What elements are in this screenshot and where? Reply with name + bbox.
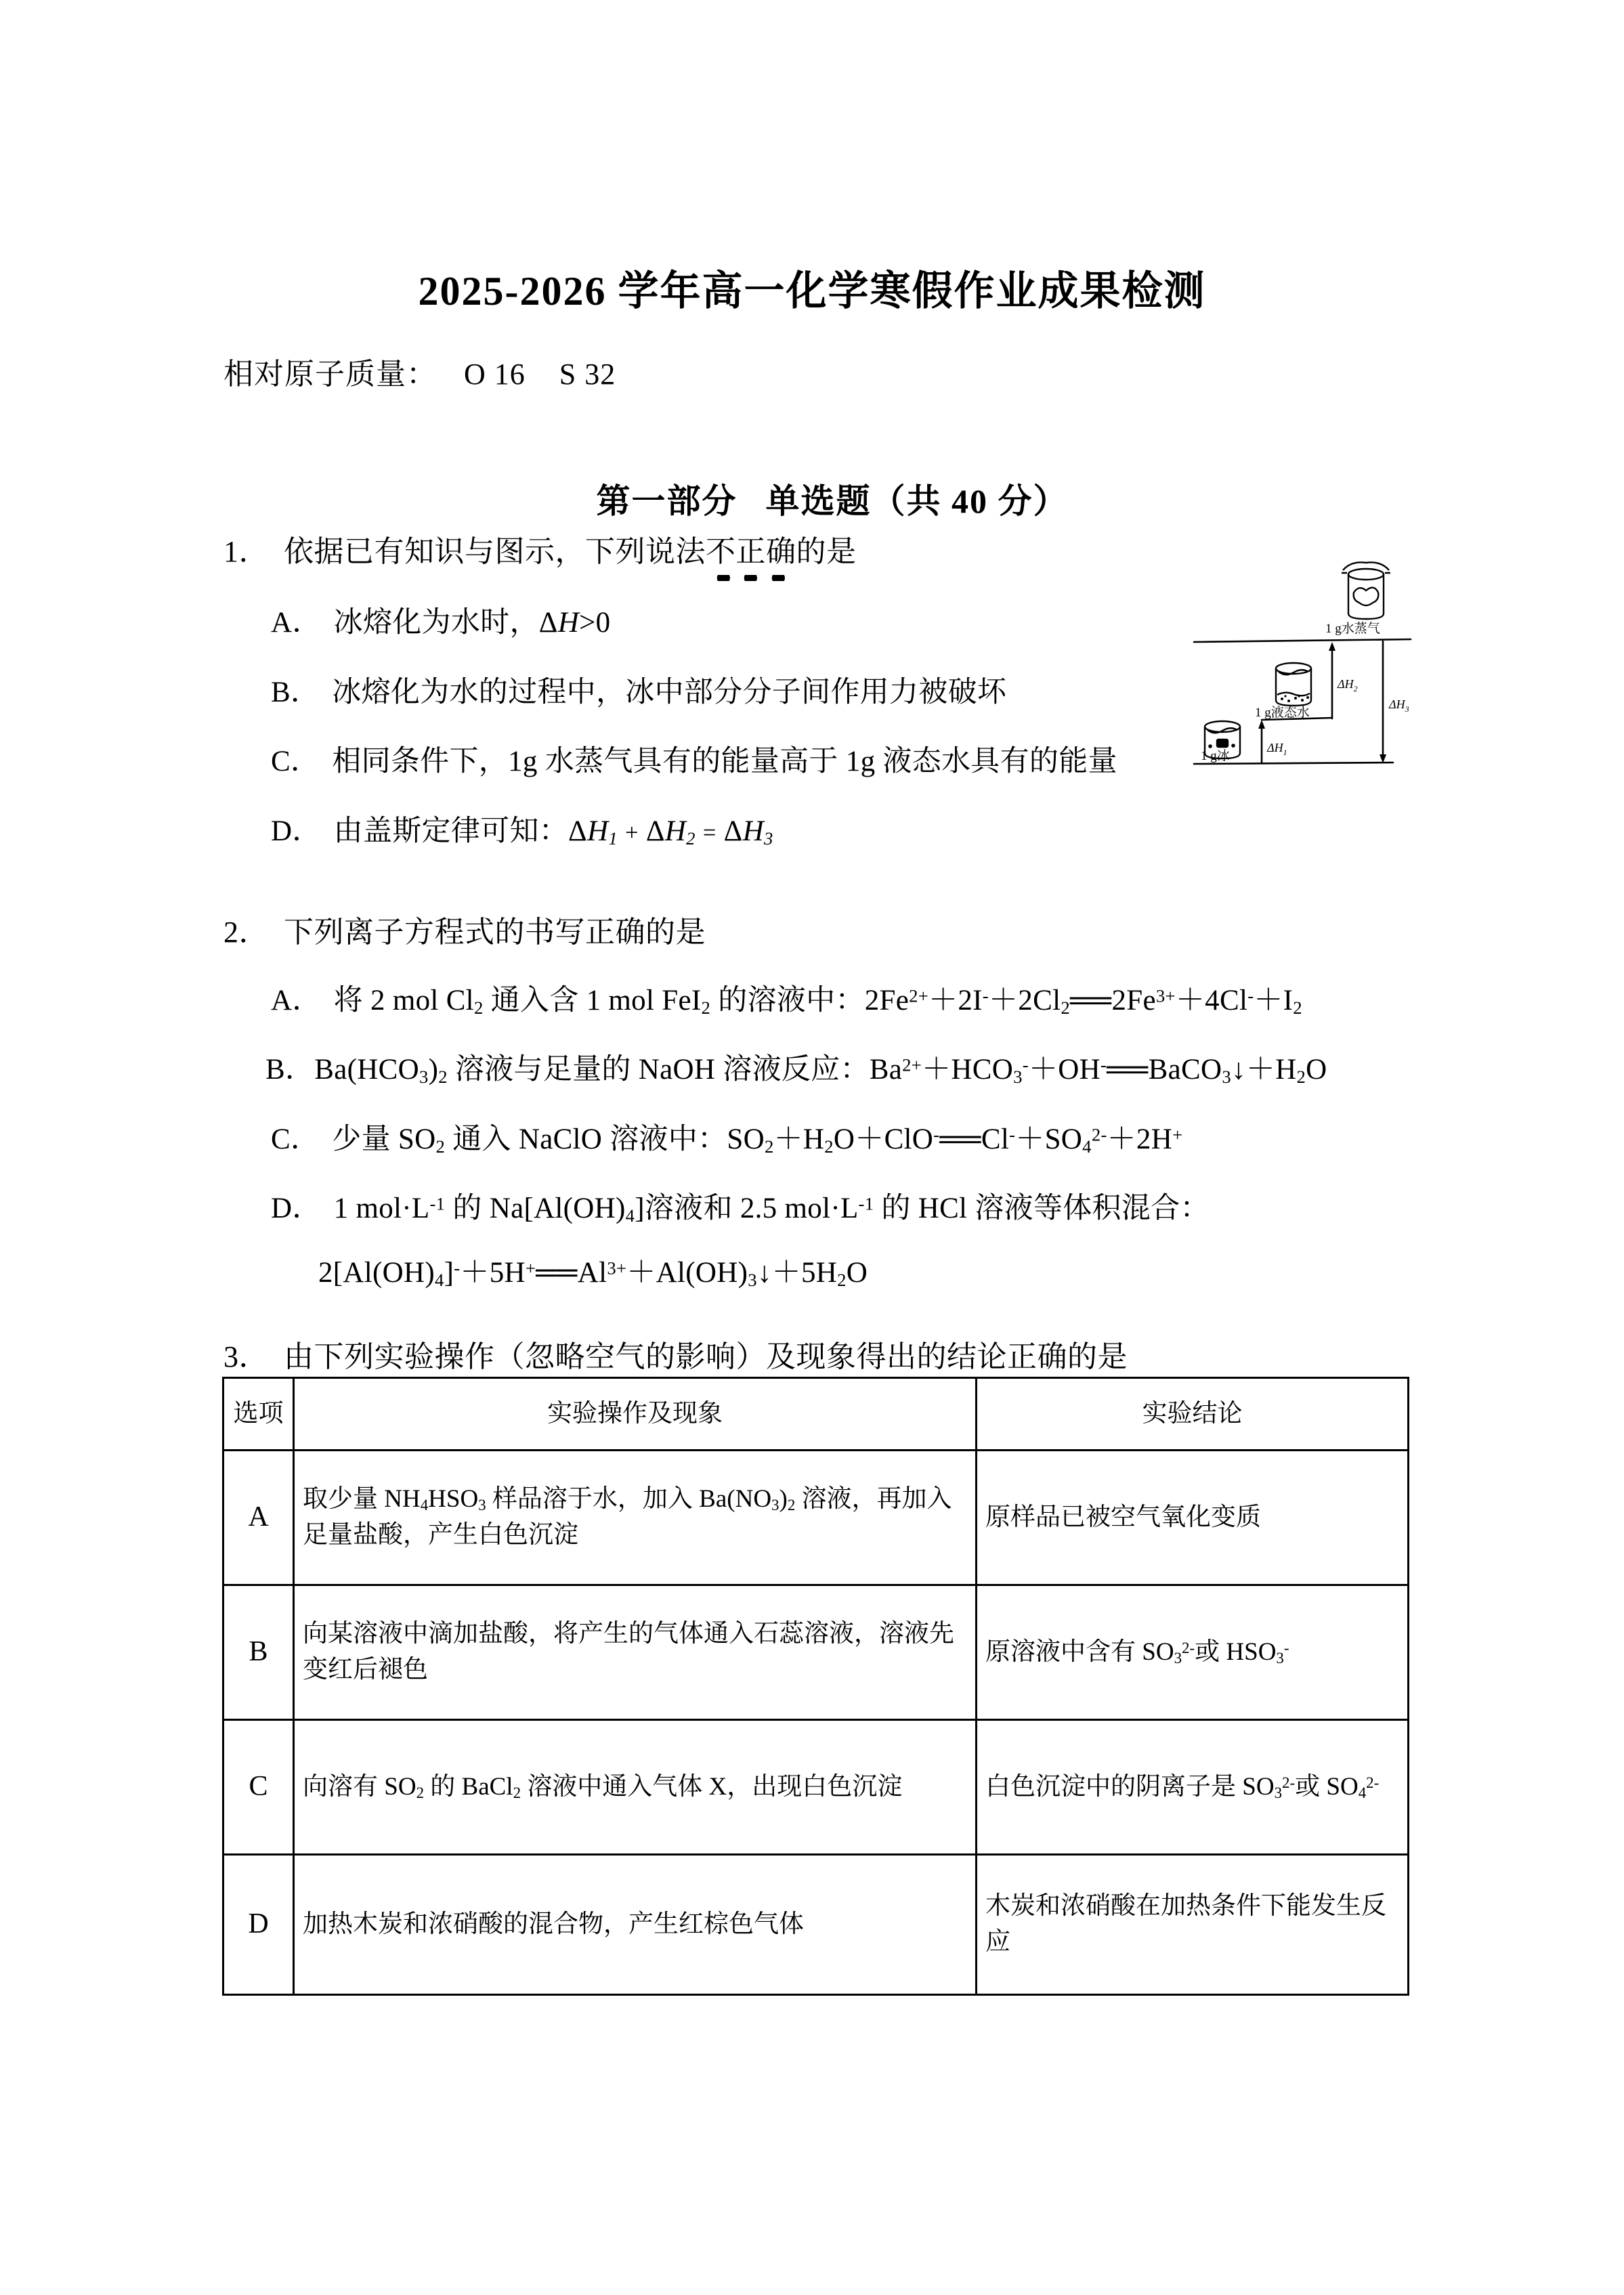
table-row[interactable] xyxy=(223,1451,1409,1585)
atomic-mass-line xyxy=(223,349,616,393)
question-2-option-d[interactable]: D． 1 $mol\cdot L^{-1}$ 的 $Na[Al(OH)_4]$溶液和 2.5 $mol\cdot L^{-1}$ 的 HCl 溶液等体积混合： xyxy=(271,1193,1210,1226)
part-one-label: 第一部分 xyxy=(596,482,738,520)
atomic-mass-oxygen: O 16 xyxy=(464,358,526,391)
option-a-label: A． xyxy=(271,985,322,1016)
page-title: 2025-2026 学年高一化学寒假作业成果检测 xyxy=(418,269,1206,314)
label-ice: 1 g冰 xyxy=(1201,749,1230,763)
question-3-number: 3． xyxy=(223,1340,269,1373)
option-b-label: B． xyxy=(271,677,320,708)
option-c-label: C． xyxy=(271,1123,320,1155)
question-1-option-c[interactable]: C． 相同条件下，1g 水蒸气具有的能量高于 1g 液态水具有的能量 xyxy=(271,746,1117,777)
question-3-stem-text: 由下列实验操作（忽略空气的影响）及现象得出的结论正确的是 xyxy=(284,1340,1128,1373)
row-observation: 取少量 $NH_4HSO_3$ 样品溶于水，加入 $Ba(NO_3)_2$ 溶液，再加入足量盐酸，产生白色沉淀 xyxy=(294,1451,977,1585)
table-row[interactable] xyxy=(223,1855,1409,1995)
row-conclusion: 白色沉淀中的阴离子是 $SO_3^{2-}$或 $SO_4^{2-}$ xyxy=(977,1720,1409,1855)
row-option-label: D xyxy=(223,1855,294,1995)
label-dh1: $\Delta H_1$ xyxy=(1267,741,1287,757)
question-1-stem-after: 的是 xyxy=(796,535,857,568)
table-header-row xyxy=(223,1378,1409,1451)
question-3-stem xyxy=(223,1332,1128,1375)
row-observation: 向某溶液中滴加盐酸，将产生的气体通入石蕊溶液，溶液先变红后褪色 xyxy=(294,1585,977,1720)
option-d-label: D． xyxy=(271,815,322,847)
question-2-option-b[interactable]: B．$Ba(HCO_3)_2$ 溶液与足量的 NaOH 溶液反应：$Ba^{2+}+HCO_3^-+OH^-══BaCO_3↓+H_2O$ xyxy=(265,1054,1327,1087)
option-a-label: A． xyxy=(271,607,322,639)
experiment-table xyxy=(222,1377,1409,1996)
question-2-stem-text: 下列离子方程式的书写正确的是 xyxy=(284,916,706,949)
energy-level-diagram-figure xyxy=(1182,555,1453,779)
question-1-option-b[interactable]: B． 冰熔化为水的过程中，冰中部分分子间作用力被破坏 xyxy=(271,677,1007,708)
label-vapor: 1 g水蒸气 xyxy=(1325,622,1380,636)
question-1-stem-before: 依据已有知识与图示，下列说法 xyxy=(284,535,706,568)
question-2-stem xyxy=(223,907,706,951)
option-b-label: B． xyxy=(265,1054,315,1086)
question-1-option-a[interactable]: A． 冰熔化为水时，ΔH>0 xyxy=(271,607,611,639)
row-option-label: B xyxy=(223,1585,294,1720)
question-1-number: 1． xyxy=(223,535,269,568)
header-option: 选项 xyxy=(223,1378,294,1451)
part-one-heading xyxy=(0,474,1624,523)
row-option-label: C xyxy=(223,1720,294,1855)
question-1-option-d[interactable]: D． 由盖斯定律可知：$\Delta H_1 + \Delta H_2 = \Delta H_3$ xyxy=(271,815,773,849)
question-2-option-d-line2: $2[Al(OH)_4]^-+5H^+══Al^{3+}+Al(OH)_3↓+5H_2O$ xyxy=(318,1257,868,1290)
part-one-title: 单选题（共 40 分） xyxy=(765,482,1069,520)
row-conclusion: 原溶液中含有 $SO_3^{2-}$或 $HSO_3^-$ xyxy=(977,1585,1409,1720)
row-observation: 向溶有 $SO_2$ 的 BaCl$_2$ 溶液中通入气体 X，出现白色沉淀 xyxy=(294,1720,977,1855)
question-1-emphasis: 不正确 xyxy=(706,527,796,570)
option-c-label: C． xyxy=(271,746,320,777)
atomic-mass-label: 相对原子质量： xyxy=(223,358,437,391)
question-2-option-c[interactable]: C． 少量 $SO_2$ 通入 NaClO 溶液中：$SO_2+H_2O+ClO^-══Cl^-+SO_4^{2-}+2H^+$ xyxy=(271,1123,1183,1157)
table-row[interactable] xyxy=(223,1585,1409,1720)
header-conclusion: 实验结论 xyxy=(977,1378,1409,1451)
label-dh3: $\Delta H_3$ xyxy=(1389,698,1409,714)
row-observation: 加热木炭和浓硝酸的混合物，产生红棕色气体 xyxy=(294,1855,977,1995)
question-2-option-a[interactable]: A． 将 2 mol $Cl_2$ 通入含 1 mol FeI$_2$ 的溶液中：$2Fe^{2+}+2I^-+2Cl_2══2Fe^{3+}+4Cl^-+I_2$ xyxy=(271,985,1302,1018)
atomic-mass-sulfur: S 32 xyxy=(559,358,616,391)
table-row[interactable] xyxy=(223,1720,1409,1855)
question-1-stem xyxy=(223,527,857,570)
label-liquid: 1 g液态水 xyxy=(1255,706,1310,720)
label-dh2: $\Delta H_2$ xyxy=(1338,677,1358,693)
question-2-number: 2． xyxy=(223,916,269,949)
header-observation: 实验操作及现象 xyxy=(294,1378,977,1451)
option-d-label: D． xyxy=(271,1193,322,1224)
row-conclusion: 原样品已被空气氧化变质 xyxy=(977,1451,1409,1585)
row-option-label: A xyxy=(223,1451,294,1585)
row-conclusion: 木炭和浓硝酸在加热条件下能发生反应 xyxy=(977,1855,1409,1995)
